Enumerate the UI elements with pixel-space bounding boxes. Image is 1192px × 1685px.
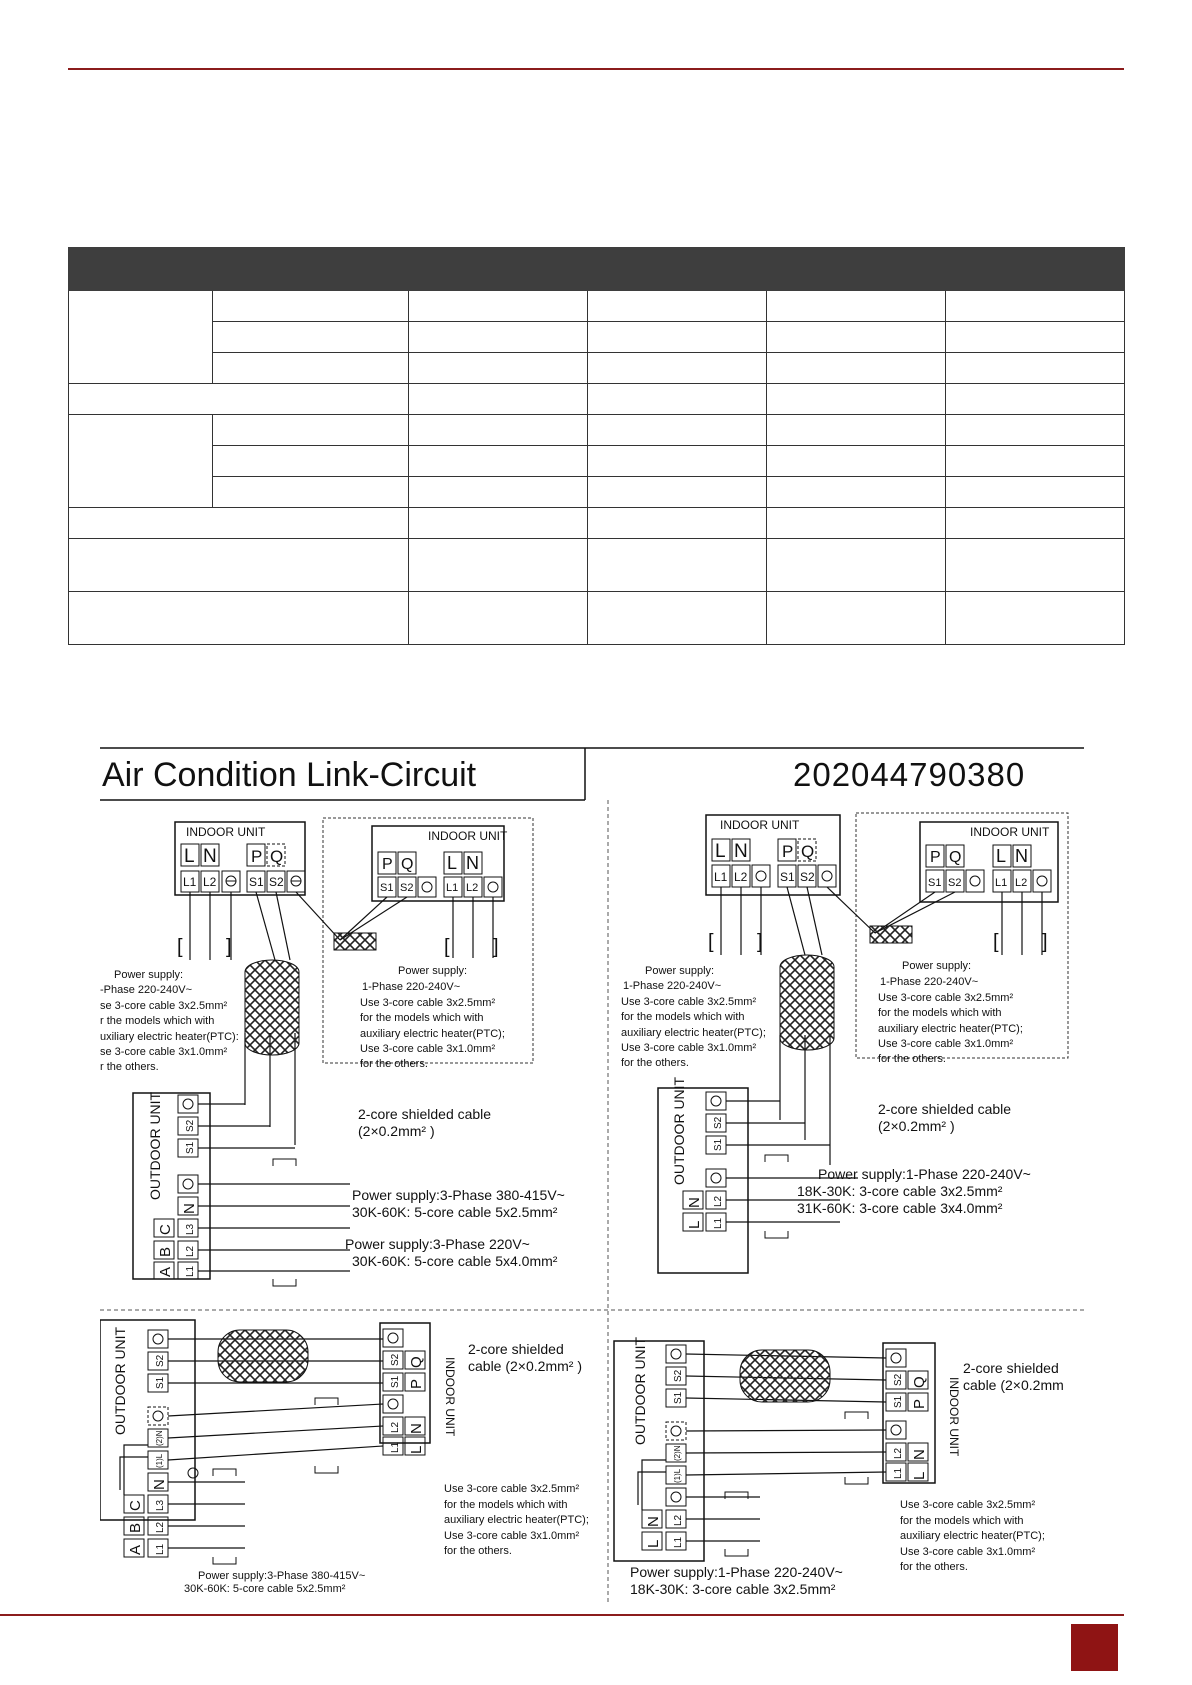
svg-text:31K-60K: 3-core cable 3x4.0mm: 31K-60K: 3-core cable 3x4.0mm² [797,1200,1003,1216]
svg-text:Q: Q [949,849,962,866]
svg-text:A: A [157,1266,174,1277]
svg-text:Use 3-core cable 3x1.0mm²: Use 3-core cable 3x1.0mm² [444,1530,580,1542]
svg-text:OUTDOOR UNIT: OUTDOOR UNIT [147,1091,163,1200]
svg-text:L: L [996,846,1007,866]
svg-text:N: N [686,1197,703,1208]
svg-text:N: N [181,1203,198,1214]
svg-text:(1)L: (1)L [155,1453,164,1468]
svg-text:2-core shielded cable: 2-core shielded cable [878,1101,1012,1117]
top-right-labels [797,1101,1031,1216]
table-row [69,477,1125,508]
svg-text:Q: Q [401,856,414,873]
svg-text:L2: L2 [893,1447,904,1459]
svg-text:30K-60K: 5-core cable 5x2.5mm: 30K-60K: 5-core cable 5x2.5mm² [184,1583,346,1595]
svg-text:Power supply:1-Phase 220-240V~: Power supply:1-Phase 220-240V~ [630,1564,843,1580]
svg-text:L2: L2 [203,875,217,889]
svg-text:30K-60K: 5-core cable 5x2.5mm: 30K-60K: 5-core cable 5x2.5mm² [352,1204,558,1220]
svg-text:[: [ [708,931,714,953]
svg-text:S1: S1 [928,877,942,889]
svg-text:se 3-core cable 3x2.5mm²: se 3-core cable 3x2.5mm² [100,1000,228,1012]
svg-text:S2: S2 [948,877,962,889]
svg-text:S1: S1 [893,1395,904,1408]
svg-text:Power supply:3-Phase 380-415V~: Power supply:3-Phase 380-415V~ [198,1570,366,1582]
svg-text:cable (2×0.2mm: cable (2×0.2mm [963,1377,1064,1393]
svg-text:OUTDOOR UNIT: OUTDOOR UNIT [671,1076,687,1185]
svg-text:L: L [184,846,195,867]
table-row [69,384,1125,415]
svg-text:Use 3-core cable 3x2.5mm²: Use 3-core cable 3x2.5mm² [360,997,496,1009]
svg-text:S2: S2 [185,1119,196,1132]
bottom-right-wiring [614,1336,1064,1597]
svg-text:2-core shielded cable: 2-core shielded cable [358,1106,492,1122]
svg-text:auxiliary electric heater(PTC): auxiliary electric heater(PTC); [621,1027,766,1039]
svg-text:18K-30K: 3-core cable 3x2.5mm: 18K-30K: 3-core cable 3x2.5mm² [797,1183,1003,1199]
svg-text:for the models which with: for the models which with [621,1011,745,1023]
svg-text:S2: S2 [390,1353,401,1366]
svg-text:S2: S2 [800,870,815,884]
svg-text:L1: L1 [714,870,728,884]
svg-text:S2: S2 [713,1116,724,1129]
svg-text:Power supply:3-Phase 220V~: Power supply:3-Phase 220V~ [345,1236,530,1252]
svg-text:N: N [408,1423,425,1434]
svg-text:(2×0.2mm² ): (2×0.2mm² ) [878,1118,955,1134]
svg-text:(2)N: (2)N [155,1430,164,1446]
svg-text:N: N [645,1516,662,1527]
svg-text:L2: L2 [390,1421,401,1433]
svg-text:auxiliary electric heater(PTC): auxiliary electric heater(PTC); [900,1530,1045,1542]
svg-text:30K-60K: 5-core cable 5x4.0mm: 30K-60K: 5-core cable 5x4.0mm² [352,1253,558,1269]
svg-text:L1: L1 [390,1441,401,1453]
svg-text:S1: S1 [185,1141,196,1154]
top-left-power-text [100,965,505,1073]
svg-text:INDOOR UNIT: INDOOR UNIT [970,825,1050,839]
svg-text:[: [ [993,931,999,953]
svg-text:L: L [686,1220,703,1229]
header-rule [68,68,1124,70]
svg-text:INDOOR UNIT: INDOOR UNIT [428,829,508,843]
svg-text:A: A [127,1544,144,1555]
svg-text:L1: L1 [673,1536,684,1548]
svg-text:L: L [715,841,726,862]
svg-text:S2: S2 [155,1354,166,1367]
svg-text:(2)N: (2)N [673,1445,682,1461]
svg-text:L1: L1 [893,1467,904,1479]
svg-text:cable (2×0.2mm² ): cable (2×0.2mm² ) [468,1358,582,1374]
svg-text:for the models which with: for the models which with [444,1499,568,1511]
table-header-row [69,248,1125,291]
svg-text:auxiliary electric heater(PTC): auxiliary electric heater(PTC); [444,1514,589,1526]
top-right-wiring [621,813,1068,1273]
indoor-terminal-strip [181,844,305,892]
svg-text:18K-30K: 3-core cable 3x2.5mm: 18K-30K: 3-core cable 3x2.5mm² [630,1581,836,1597]
svg-text:S1: S1 [713,1138,724,1151]
svg-text:S1: S1 [673,1391,684,1404]
svg-text:L2: L2 [673,1514,684,1526]
svg-text:B: B [127,1522,144,1533]
svg-text:r the others.: r the others. [100,1061,159,1073]
svg-text:N: N [466,853,479,873]
svg-text:for the models which with: for the models which with [360,1012,484,1024]
svg-text:Power supply:: Power supply: [902,960,972,972]
svg-text:L1: L1 [995,877,1008,889]
svg-text:L: L [911,1471,928,1480]
diagram-title: Air Condition Link-Circuit [102,756,477,794]
svg-text:Power supply:: Power supply: [398,965,468,977]
svg-text:(1)L: (1)L [673,1468,682,1483]
table-row [69,415,1125,446]
table-row [69,592,1125,645]
svg-text:2-core shielded: 2-core shielded [963,1360,1059,1376]
svg-text:P: P [382,856,393,873]
svg-text:L2: L2 [185,1245,196,1257]
svg-text:Q: Q [408,1356,425,1368]
svg-text:L1: L1 [183,875,197,889]
svg-text:for the others.: for the others. [621,1057,689,1069]
svg-text:(2×0.2mm² ): (2×0.2mm² ) [358,1123,435,1139]
svg-text:[: [ [444,936,450,958]
svg-text:2-core shielded: 2-core shielded [468,1341,564,1357]
svg-text:L1: L1 [155,1543,166,1555]
svg-text:L: L [645,1539,662,1548]
svg-text:Power supply:: Power supply: [114,969,184,981]
svg-text:INDOOR UNIT: INDOOR UNIT [186,825,266,839]
svg-text:S2: S2 [673,1369,684,1382]
svg-text:S1: S1 [380,882,394,894]
svg-text:for the others.: for the others. [360,1058,428,1070]
svg-text:C: C [157,1224,174,1235]
svg-text:Q: Q [801,842,815,861]
svg-text:B: B [157,1246,174,1257]
svg-text:Use 3-core cable 3x2.5mm²: Use 3-core cable 3x2.5mm² [900,1499,1036,1511]
svg-text:]: ] [757,931,763,953]
svg-text:for the models which with: for the models which with [900,1515,1024,1527]
svg-text:P: P [782,842,794,861]
svg-text:S1: S1 [390,1375,401,1388]
svg-text:L2: L2 [155,1521,166,1533]
top-left-wiring [100,818,565,1286]
svg-text:for the models which with: for the models which with [878,1007,1002,1019]
svg-text:Use 3-core cable 3x2.5mm²: Use 3-core cable 3x2.5mm² [878,992,1014,1004]
table-row [69,539,1125,592]
svg-text:1-Phase 220-240V~: 1-Phase 220-240V~ [880,976,979,988]
svg-text:S1: S1 [780,870,795,884]
svg-text:INDOOR UNIT: INDOOR UNIT [947,1377,961,1457]
svg-text:P: P [911,1398,928,1409]
svg-text:Use 3-core cable 3x2.5mm²: Use 3-core cable 3x2.5mm² [444,1483,580,1495]
footer-rule [0,1614,1124,1616]
svg-text:L2: L2 [1015,877,1028,889]
svg-text:P: P [408,1378,425,1389]
svg-text:Use 3-core cable 3x1.0mm²: Use 3-core cable 3x1.0mm² [878,1038,1014,1050]
svg-text:Power supply:: Power supply: [645,965,715,977]
svg-text:]: ] [1042,931,1048,953]
svg-text:L: L [447,853,458,873]
svg-text:N: N [911,1449,928,1460]
svg-text:uxiliary electric heater(PTC):: uxiliary electric heater(PTC): [100,1031,239,1043]
svg-text:P: P [930,849,941,866]
svg-text:N: N [1015,846,1028,866]
svg-text:auxiliary electric heater(PTC): auxiliary electric heater(PTC); [878,1023,1023,1035]
svg-text:L1: L1 [185,1265,196,1277]
svg-text:Use 3-core cable 3x2.5mm²: Use 3-core cable 3x2.5mm² [621,996,757,1008]
page-number-box [1071,1624,1118,1671]
svg-text:N: N [151,1479,168,1490]
svg-text:Use 3-core cable 3x1.0mm²: Use 3-core cable 3x1.0mm² [360,1043,496,1055]
svg-text:1-Phase 220-240V~: 1-Phase 220-240V~ [623,980,722,992]
table-row [69,353,1125,384]
table-row [69,446,1125,477]
svg-text:]: ] [226,936,232,958]
table-row [69,322,1125,353]
svg-text:INDOOR UNIT: INDOOR UNIT [443,1357,457,1437]
svg-text:OUTDOOR UNIT: OUTDOOR UNIT [632,1336,648,1445]
svg-text:L2: L2 [713,1195,724,1207]
svg-text:L3: L3 [155,1499,166,1511]
bottom-left-wiring [100,1320,589,1595]
svg-text:L3: L3 [185,1223,196,1235]
svg-text:N: N [203,846,217,867]
table-row [69,508,1125,539]
svg-text:[: [ [177,936,183,958]
svg-text:Power supply:1-Phase 220-240V~: Power supply:1-Phase 220-240V~ [818,1166,1031,1182]
svg-text:S2: S2 [400,882,414,894]
svg-text:N: N [734,841,748,862]
svg-text:Q: Q [911,1376,928,1388]
svg-text:-Phase 220-240V~: -Phase 220-240V~ [100,984,193,996]
svg-text:Power supply:3-Phase 380-415V~: Power supply:3-Phase 380-415V~ [352,1187,565,1203]
svg-text:L1: L1 [446,882,459,894]
top-left-labels [345,1106,565,1269]
svg-text:Q: Q [270,847,284,866]
svg-text:INDOOR UNIT: INDOOR UNIT [720,818,800,832]
table-row [69,291,1125,322]
diagram-code: 202044790380 [793,756,1026,793]
svg-text:]: ] [493,936,499,958]
svg-text:L: L [408,1445,425,1454]
svg-text:for the others.: for the others. [878,1053,946,1065]
svg-text:Use 3-core cable 3x1.0mm²: Use 3-core cable 3x1.0mm² [621,1042,757,1054]
svg-text:S2: S2 [269,875,284,889]
svg-text:L2: L2 [466,882,479,894]
spec-table [68,247,1125,645]
svg-text:Use 3-core cable 3x1.0mm²: Use 3-core cable 3x1.0mm² [900,1546,1036,1558]
svg-text:r the models which with: r the models which with [100,1015,215,1027]
svg-text:C: C [127,1500,144,1511]
wiring-diagram [100,745,1084,1605]
svg-text:L2: L2 [734,870,748,884]
svg-text:se 3-core cable 3x1.0mm²: se 3-core cable 3x1.0mm² [100,1046,228,1058]
svg-text:S1: S1 [249,875,264,889]
svg-text:1-Phase 220-240V~: 1-Phase 220-240V~ [362,981,461,993]
svg-text:S1: S1 [155,1376,166,1389]
svg-text:for the others.: for the others. [900,1561,968,1573]
svg-text:for the others.: for the others. [444,1545,512,1557]
svg-text:auxiliary electric heater(PTC): auxiliary electric heater(PTC); [360,1028,505,1040]
svg-text:S2: S2 [893,1373,904,1386]
svg-text:L1: L1 [713,1217,724,1229]
svg-text:P: P [251,847,263,866]
svg-text:OUTDOOR UNIT: OUTDOOR UNIT [112,1326,128,1435]
